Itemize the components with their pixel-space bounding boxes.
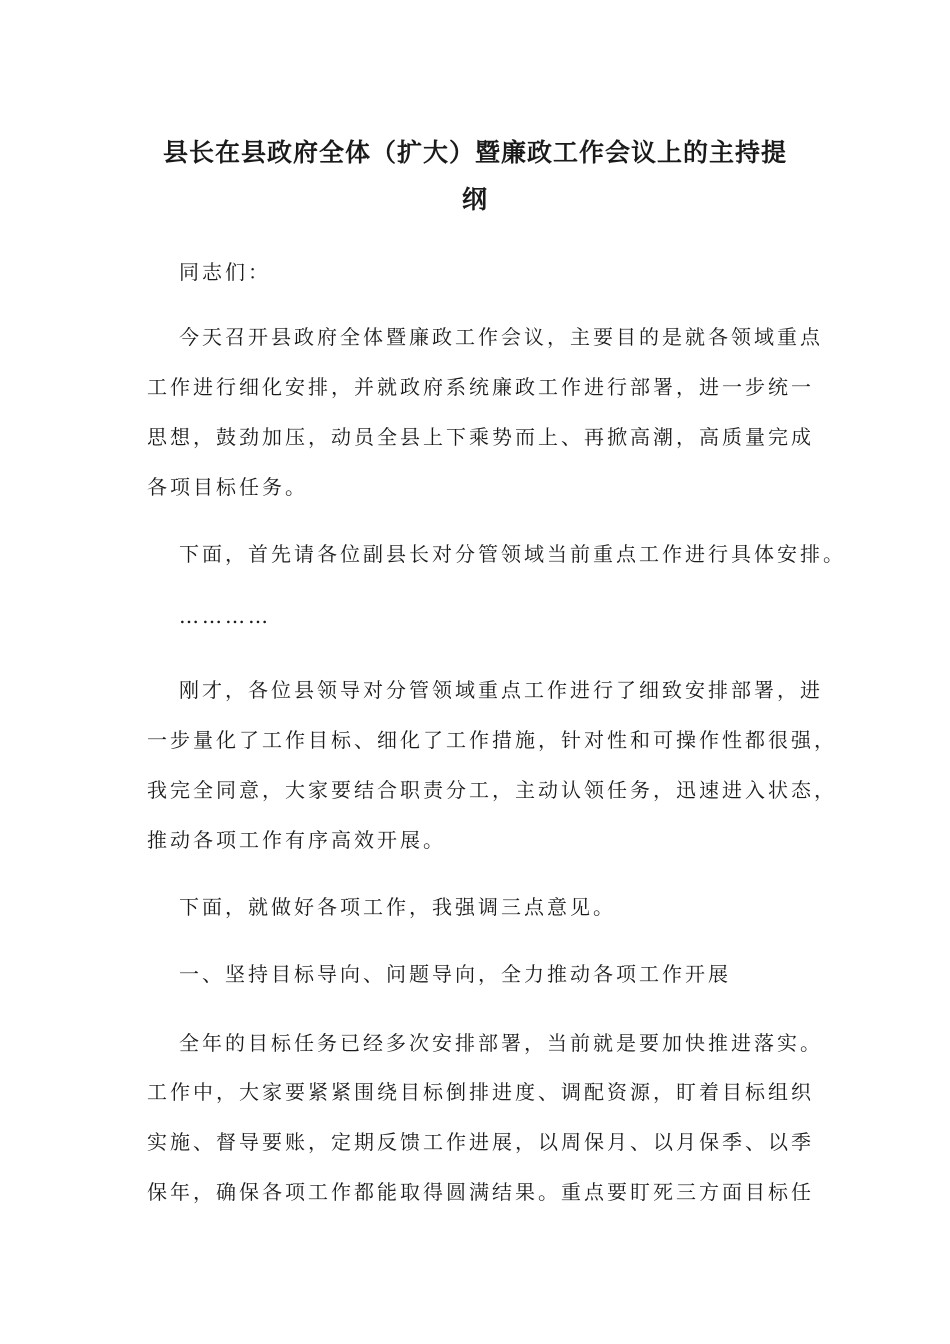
document-title-line-2: 纲	[461, 185, 488, 214]
paragraph-1-line-1: 今天召开县政府全体暨廉政工作会议，主要目的是就各领域重点	[179, 325, 823, 349]
paragraph-1-line-3: 思想，鼓劲加压，动员全县上下乘势而上、再掀高潮，高质量完成	[147, 425, 814, 449]
paragraph-3-line-1: 刚才，各位县领导对分管领域重点工作进行了细致安排部署，进	[179, 678, 823, 702]
paragraph-3-line-3: 我完全同意，大家要结合职责分工，主动认领任务，迅速进入状态，	[147, 778, 837, 802]
paragraph-1-line-2: 工作进行细化安排，并就政府系统廉政工作进行部署，进一步统一	[147, 375, 814, 399]
paragraph-5-line-1: 全年的目标任务已经多次安排部署，当前就是要加快推进落实。	[179, 1031, 823, 1055]
paragraph-3-line-2: 一步量化了工作目标、细化了工作措施，针对性和可操作性都很强，	[147, 728, 837, 752]
paragraph-5-line-4: 保年，确保各项工作都能取得圆满结果。重点要盯死三方面目标任	[147, 1180, 814, 1204]
paragraph-5-line-2: 工作中，大家要紧紧围绕目标倒排进度、调配资源，盯着目标组织	[147, 1080, 814, 1104]
paragraph-2: 下面，首先请各位副县长对分管领域当前重点工作进行具体安排。	[179, 542, 846, 566]
ellipsis: …………	[179, 604, 271, 628]
document-title-line-1: 县长在县政府全体（扩大）暨廉政工作会议上的主持提	[162, 138, 787, 167]
section-heading-1: 一、坚持目标导向、问题导向，全力推动各项工作开展	[179, 962, 731, 986]
paragraph-3-line-4: 推动各项工作有序高效开展。	[147, 828, 446, 852]
salutation: 同志们：	[179, 260, 271, 284]
paragraph-5-line-3: 实施、督导要账，定期反馈工作进展，以周保月、以月保季、以季	[147, 1130, 814, 1154]
paragraph-4: 下面，就做好各项工作，我强调三点意见。	[179, 895, 616, 919]
paragraph-1-line-4: 各项目标任务。	[147, 475, 308, 499]
